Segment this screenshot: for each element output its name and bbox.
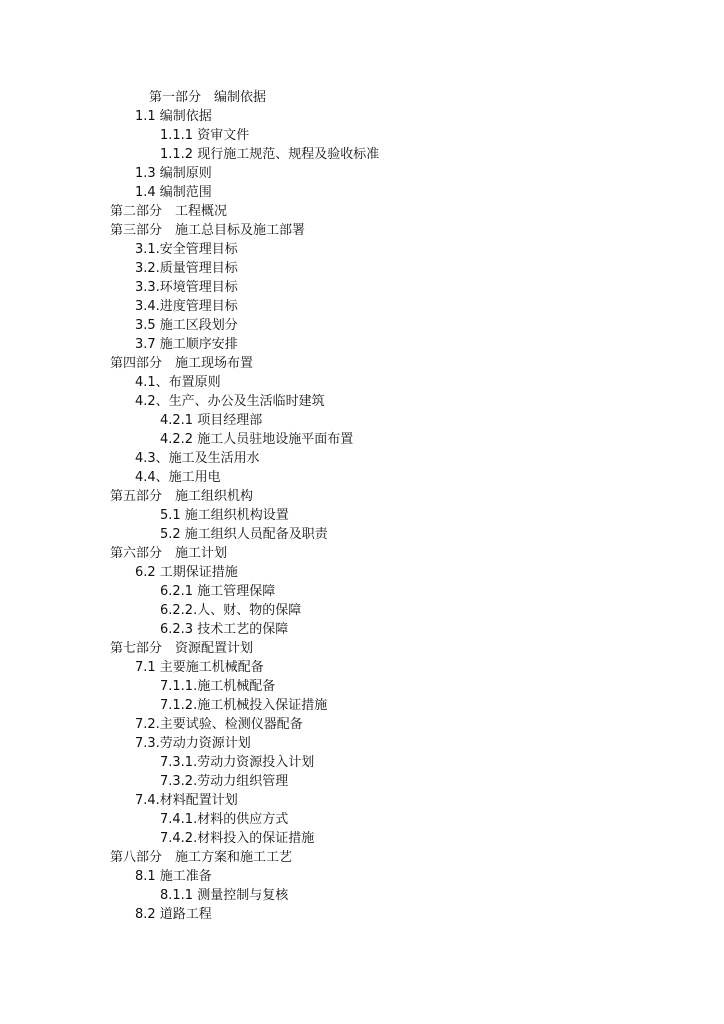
toc-entry: 7.1.1.施工机械配备: [160, 679, 276, 694]
toc-entry: 4.2.1 项目经理部: [160, 413, 263, 428]
toc-entry: 7.2.主要试验、检测仪器配备: [135, 717, 303, 732]
toc-entry: 1.4 编制范围: [135, 185, 212, 200]
toc-entry: 8.1 施工准备: [135, 869, 212, 884]
toc-part-heading: 第六部分 施工计划: [110, 546, 228, 561]
toc-entry: 1.1.2 现行施工规范、规程及验收标准: [160, 147, 380, 162]
toc-part-heading: 第四部分 施工现场布置: [110, 356, 254, 371]
toc-part-heading: 第一部分 编制依据: [149, 90, 267, 105]
toc-entry: 3.7 施工顺序安排: [135, 337, 238, 352]
toc-part-heading: 第七部分 资源配置计划: [110, 641, 254, 656]
toc-part-heading: 第八部分 施工方案和施工工艺: [110, 850, 293, 865]
toc-entry: 1.3 编制原则: [135, 166, 212, 181]
toc-entry: 8.2 道路工程: [135, 907, 212, 922]
toc-entry: 3.1.安全管理目标: [135, 242, 238, 257]
toc-entry: 7.1.2.施工机械投入保证措施: [160, 698, 328, 713]
toc-entry: 3.3.环境管理目标: [135, 280, 238, 295]
toc-part-heading: 第三部分 施工总目标及施工部署: [110, 223, 306, 238]
toc-entry: 6.2.2.人、财、物的保障: [160, 603, 302, 618]
toc-entry: 8.1.1 测量控制与复核: [160, 888, 289, 903]
toc-entry: 7.4.2.材料投入的保证措施: [160, 831, 315, 846]
toc-entry: 7.4.材料配置计划: [135, 793, 238, 808]
toc-entry: 6.2.3 技术工艺的保障: [160, 622, 289, 637]
toc-entry: 5.2 施工组织人员配备及职责: [160, 527, 328, 542]
toc-entry: 3.4.进度管理目标: [135, 299, 238, 314]
toc-entry: 1.1 编制依据: [135, 109, 212, 124]
toc-entry: 6.2 工期保证措施: [135, 565, 238, 580]
toc-entry: 3.2.质量管理目标: [135, 261, 238, 276]
toc-entry: 1.1.1 资审文件: [160, 128, 250, 143]
toc-entry: 7.3.劳动力资源计划: [135, 736, 251, 751]
toc-entry: 7.4.1.材料的供应方式: [160, 812, 289, 827]
toc-entry: 4.4、施工用电: [135, 470, 221, 485]
toc-entry: 4.2、生产、办公及生活临时建筑: [135, 394, 325, 409]
toc-entry: 7.1 主要施工机械配备: [135, 660, 264, 675]
toc-entry: 6.2.1 施工管理保障: [160, 584, 276, 599]
table-of-contents: [0, 88, 724, 924]
toc-entry: 7.3.1.劳动力资源投入计划: [160, 755, 315, 770]
toc-entry: 4.1、布置原则: [135, 375, 221, 390]
toc-part-heading: 第五部分 施工组织机构: [110, 489, 254, 504]
toc-entry: 4.2.2 施工人员驻地设施平面布置: [160, 432, 354, 447]
toc-entry: 3.5 施工区段划分: [135, 318, 238, 333]
toc-entry: 5.1 施工组织机构设置: [160, 508, 289, 523]
toc-entry: 4.3、施工及生活用水: [135, 451, 260, 466]
toc-entry: 7.3.2.劳动力组织管理: [160, 774, 289, 789]
toc-part-heading: 第二部分 工程概况: [110, 204, 228, 219]
